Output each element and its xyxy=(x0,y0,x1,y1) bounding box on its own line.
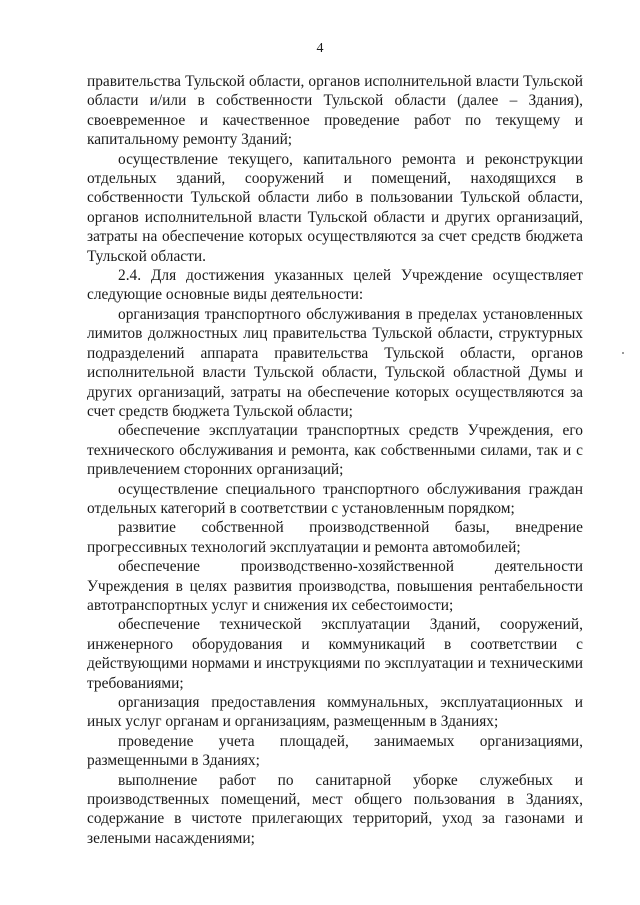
paragraph: выполнение работ по санитарной уборке служебных и производственных помещений, мест общего пользования в Зданиях, содержание в чистоте прилегающих территорий, уход за газонами и зелеными насаждениями; xyxy=(87,771,583,847)
paragraph: 2.4. Для достижения указанных целей Учреждение осуществляет следующие основные виды деятельности: xyxy=(87,267,583,304)
paragraph: проведение учета площадей, занимаемых организациями, размещенными в Зданиях; xyxy=(87,732,583,770)
paragraph: развитие собственной производственной базы, внедрение прогрессивных технологий эксплуатации и ремонта автомобилей; xyxy=(87,519,583,556)
document-body xyxy=(87,72,583,848)
paragraph: организация предоставления коммунальных, эксплуатационных и иных услуг органам и организациям, размещенным в Зданиях; xyxy=(87,694,583,731)
paragraph: обеспечение технической эксплуатации Зданий, сооружений, инженерного оборудования и коммуникаций в соответствии с действующими нормами и инструкциями по эксплуатации и техническими требованиями; xyxy=(87,616,583,692)
paragraph: организация транспортного обслуживания в пределах установленных лимитов должностных лиц правительства Тульской области, структурных подразделений аппарата правительства Тульской области, органов исполнительной власти Тульской области, Тульской областной Думы и других организаций, затраты на обеспечение которых осуществляются за счет средств бюджета Тульской области; xyxy=(87,305,583,420)
paragraph: осуществление специального транспортного обслуживания граждан отдельных категорий в соответствии с установленным порядком; xyxy=(87,480,583,517)
paragraph: обеспечение производственно-хозяйственной деятельности Учреждения в целях развития производства, повышения рентабельности автотранспортных услуг и снижения их себестоимости; xyxy=(87,558,583,614)
paragraph: правительства Тульской области, органов исполнительной власти Тульской области и/или в собственности Тульской области (далее – Здания), своевременное и качественное проведение работ по текущему и капитальному ремонту Зданий; xyxy=(87,73,583,149)
paragraph: обеспечение эксплуатации транспортных средств Учреждения, его технического обслуживания и ремонта, как собственными силами, так и с привлечением сторонних организаций; xyxy=(87,422,583,479)
page-number: 4 xyxy=(316,41,324,56)
paragraph: осуществление текущего, капитального ремонта и реконструкции отдельных зданий, сооружений и помещений, находящихся в собственности Тульской области либо в пользовании Тульской области, органов исполнительной власти Тульской области и других организаций, затраты на обеспечение которых осуществляются за счет средств бюджета Тульской области. xyxy=(87,150,583,265)
scan-speck xyxy=(622,352,624,354)
